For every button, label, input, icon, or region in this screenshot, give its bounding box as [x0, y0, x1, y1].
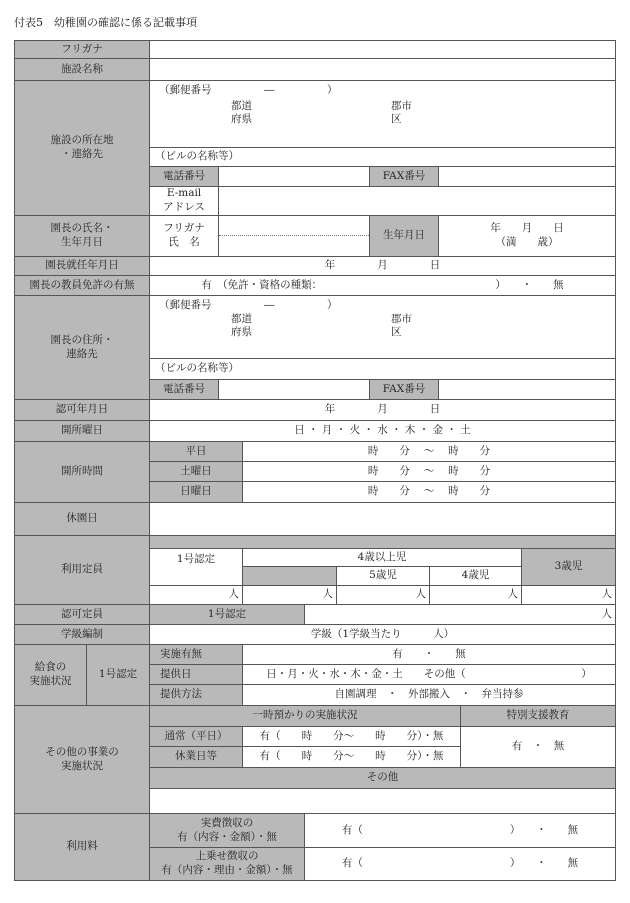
approved-capacity-label: 認可定員: [14, 604, 150, 625]
capacity-age3-value[interactable]: 人: [521, 585, 616, 605]
capacity-age5-header: 5歳児: [336, 566, 430, 586]
location-postal: （郵便番号 ― ）: [159, 84, 338, 96]
principal-postal: （郵便番号 ― ）: [159, 299, 338, 311]
principal-name-label: 園長の氏名・ 生年月日: [14, 215, 150, 257]
location-fax-label: FAX番号: [369, 166, 439, 187]
open-days-label: 開所曜日: [14, 420, 150, 442]
approval-date-label: 認可年月日: [14, 399, 150, 421]
location-label: 施設の所在地 ・連絡先: [14, 80, 150, 216]
special-support-field[interactable]: 有 ・ 無: [460, 726, 616, 768]
location-email-label: E-mail アドレス: [149, 186, 219, 216]
temp-care-header: 一時預かりの実施状況: [149, 705, 461, 727]
approved-capacity-cert: 1号認定: [149, 604, 305, 625]
capacity-cert1-header: 1号認定: [149, 548, 243, 586]
saturday-hours[interactable]: 時 分 ～ 時 分: [242, 461, 616, 482]
class-label: 学級編制: [14, 624, 150, 645]
other-business-label: その他の事業の 実施状況: [14, 705, 150, 814]
meal-impl-label: 実施有無: [149, 644, 243, 665]
holidays-label: 休園日: [14, 502, 150, 536]
principal-fax-field[interactable]: [438, 379, 616, 400]
principal-todofuken: 都道 府県: [231, 313, 252, 339]
weekday-hours[interactable]: 時 分 ～ 時 分: [242, 441, 616, 462]
principal-phone-label: 電話番号: [149, 379, 219, 400]
meal-impl-field[interactable]: 有 ・ 無: [242, 644, 616, 665]
open-days-field[interactable]: 日 ・ 月 ・ 火 ・ 水 ・ 木 ・ 金 ・ 土: [149, 420, 616, 442]
principal-address-label: 園長の住所・ 連絡先: [14, 295, 150, 400]
special-support-header: 特別支援教育: [460, 705, 616, 727]
principal-birth-label: 生年月日: [369, 215, 439, 257]
meal-days-field[interactable]: 日・月・火・水・木・金・土 その他（ ）: [242, 664, 616, 685]
principal-name-sublabels: フリガナ 氏 名: [149, 215, 219, 257]
fees-extra-label: 上乗せ徴収の 有（内容・理由・金額）・無: [149, 847, 305, 881]
temp-normal-field[interactable]: 有（ 時 分～ 時 分）・無: [242, 726, 461, 747]
location-phone-label: 電話番号: [149, 166, 219, 187]
meal-days-label: 提供日: [149, 664, 243, 685]
capacity-age5-value[interactable]: 人: [336, 585, 430, 605]
capacity-age4plus-header: 4歳以上児: [242, 548, 522, 567]
location-gunshi: 郡市 区: [391, 100, 412, 126]
temp-normal-label: 通常（平日）: [149, 726, 243, 747]
principal-license-field[interactable]: 有 （免許・資格の種類： ） ・ 無: [149, 275, 616, 296]
capacity-label: 利用定員: [14, 535, 150, 605]
capacity-age4plus-value[interactable]: 人: [242, 585, 337, 605]
principal-phone-field[interactable]: [218, 379, 370, 400]
open-hours-label: 開所時間: [14, 441, 150, 503]
temp-holiday-field[interactable]: 有（ 時 分～ 時 分）・無: [242, 746, 461, 768]
capacity-age4-header: 4歳児: [429, 566, 522, 586]
principal-building[interactable]: （ビルの名称等）: [149, 358, 616, 380]
principal-gunshi: 郡市 区: [391, 313, 412, 339]
meal-cert: 1号認定: [86, 644, 150, 706]
principal-name-field[interactable]: [218, 215, 370, 257]
form-table: [14, 40, 616, 881]
fees-extra-field[interactable]: 有（ ） ・ 無: [304, 847, 616, 881]
approved-capacity-value[interactable]: 人: [304, 604, 616, 625]
meal-method-label: 提供方法: [149, 684, 243, 706]
misc-field[interactable]: [149, 788, 616, 814]
fees-label: 利用料: [14, 813, 150, 881]
weekday-label: 平日: [149, 441, 243, 462]
location-email-field[interactable]: [218, 186, 616, 216]
fees-actual-field[interactable]: 有（ ） ・ 無: [304, 813, 616, 848]
location-fax-field[interactable]: [438, 166, 616, 187]
document-title: 付表5 幼稚園の確認に係る記載事項: [14, 16, 197, 29]
principal-start-field[interactable]: 年 月 日: [149, 256, 616, 276]
capacity-cert1-value[interactable]: 人: [149, 585, 243, 605]
location-building[interactable]: （ビルの名称等）: [149, 147, 616, 167]
holidays-field[interactable]: [149, 502, 616, 536]
saturday-label: 土曜日: [149, 461, 243, 482]
principal-fax-label: FAX番号: [369, 379, 439, 400]
fees-actual-label: 実費徴収の 有（内容・金額）・無: [149, 813, 305, 848]
capacity-age3-header: 3歳児: [521, 548, 616, 586]
meal-label: 給食の 実施状況: [14, 644, 87, 706]
capacity-topband: [149, 535, 616, 549]
location-todofuken: 都道 府県: [231, 100, 252, 126]
principal-license-label: 園長の教員免許の有無: [14, 275, 150, 296]
class-field[interactable]: 学級（1学級当たり 人）: [149, 624, 616, 645]
meal-method-field[interactable]: 自園調理 ・ 外部搬入 ・ 弁当持参: [242, 684, 616, 706]
furigana-field[interactable]: [149, 40, 616, 59]
location-phone-field[interactable]: [218, 166, 370, 187]
principal-name-divider: [219, 235, 369, 236]
capacity-age4plus-blank: [242, 566, 337, 586]
sunday-hours[interactable]: 時 分 ～ 時 分: [242, 481, 616, 503]
misc-header: その他: [149, 767, 616, 789]
capacity-age4-value[interactable]: 人: [429, 585, 522, 605]
temp-holiday-label: 休業日等: [149, 746, 243, 768]
facility-name-label: 施設名称: [14, 58, 150, 81]
approval-date-field[interactable]: 年 月 日: [149, 399, 616, 421]
facility-name-field[interactable]: [149, 58, 616, 81]
sunday-label: 日曜日: [149, 481, 243, 503]
principal-start-label: 園長就任年月日: [14, 256, 150, 276]
furigana-label: フリガナ: [14, 40, 150, 59]
principal-birth-field[interactable]: 年 月 日 （満 歳）: [438, 215, 616, 257]
